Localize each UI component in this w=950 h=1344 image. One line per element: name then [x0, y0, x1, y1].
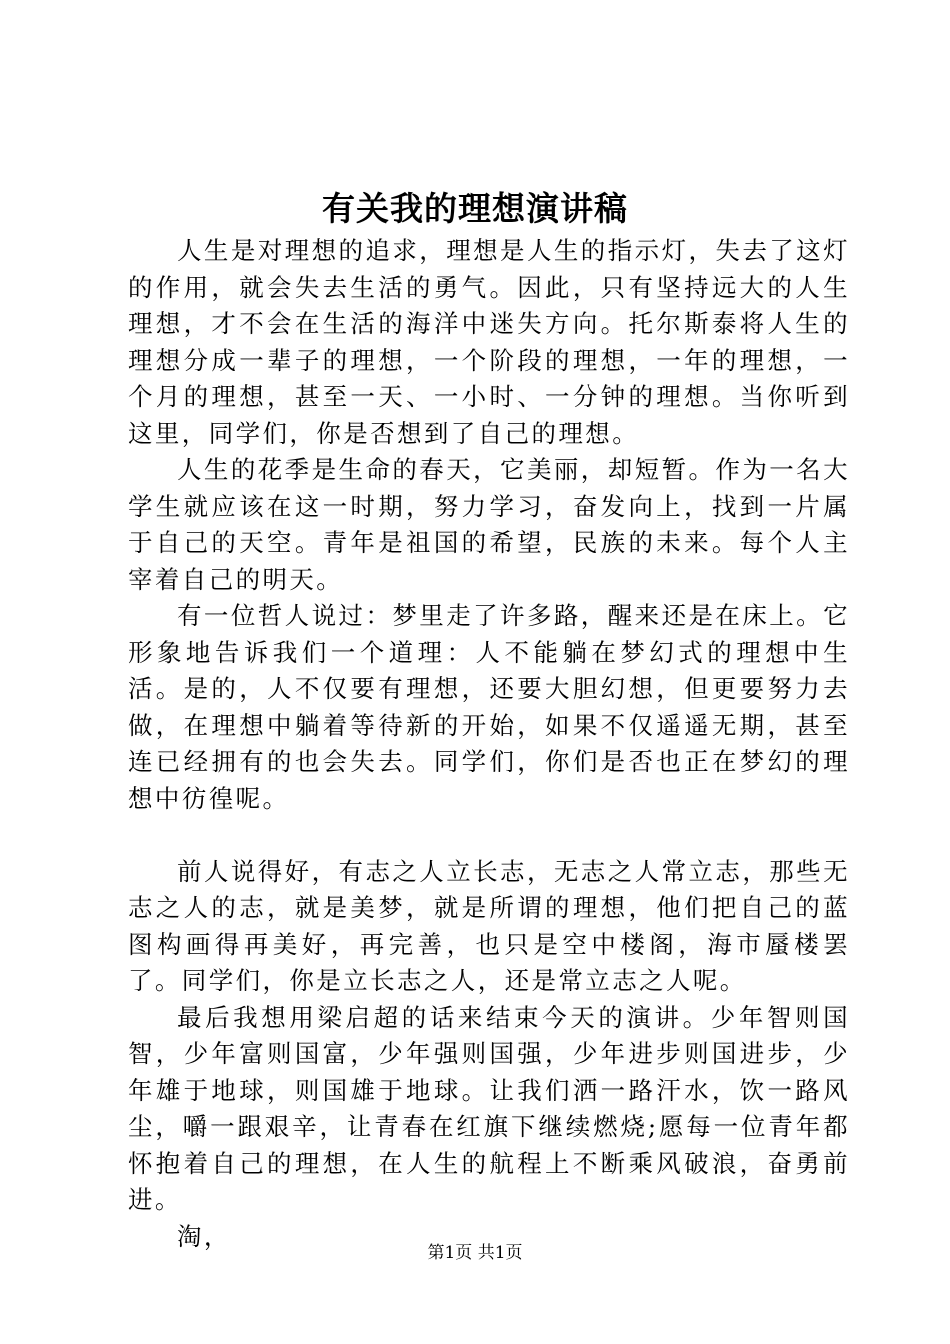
page-number-footer: 第1页 共1页	[427, 1243, 523, 1263]
paragraph-3: 有一位哲人说过：梦里走了许多路，醒来还是在床上。它形象地告诉我们一个道理：人不能躺在梦幻式的理想中生活。是的，人不仅要有理想，还要大胆幻想，但更要努力去做，在理想中躺着等待新的开始，如果不仅遥遥无期，甚至连已经拥有的也会失去。同学们，你们是否也正在梦幻的理想中彷徨呢。	[128, 601, 850, 813]
paragraph-spacer	[128, 817, 850, 854]
paragraph-4: 前人说得好，有志之人立长志，无志之人常立志，那些无志之人的志，就是美梦，就是所谓的理想，他们把自己的蓝图构画得再美好，再完善，也只是空中楼阁，海市蜃楼罢了。同学们，你是立长志之人，还是常立志之人呢。	[128, 856, 850, 995]
paragraph-2: 人生的花季是生命的春天，它美丽，却短暂。作为一名大学生就应该在这一时期，努力学习，奋发向上，找到一片属于自己的天空。青年是祖国的希望，民族的未来。每个人主宰着自己的明天。	[128, 455, 850, 594]
paragraph-5: 最后我想用梁启超的话来结束今天的演讲。少年智则国智，少年富则国富，少年强则国强，少年进步则国进步，少年雄于地球，则国雄于地球。让我们洒一路汗水，饮一路风尘，嚼一跟艰辛，让青春在红旗下继续燃烧;愿每一位青年都怀抱着自己的理想，在人生的航程上不断乘风破浪，奋勇前进。	[128, 1002, 850, 1214]
document-body	[128, 233, 850, 1255]
document-title: 有关我的理想演讲稿	[322, 189, 628, 228]
paragraph-6: 淘，	[177, 1221, 231, 1251]
paragraph-1: 人生是对理想的追求，理想是人生的指示灯，失去了这灯的作用，就会失去生活的勇气。因此，只有坚持远大的人生理想，才不会在生活的海洋中迷失方向。托尔斯泰将人生的理想分成一辈子的理想，一个阶段的理想，一年的理想，一个月的理想，甚至一天、一小时、一分钟的理想。当你听到这里，同学们，你是否想到了自己的理想。	[128, 236, 850, 448]
